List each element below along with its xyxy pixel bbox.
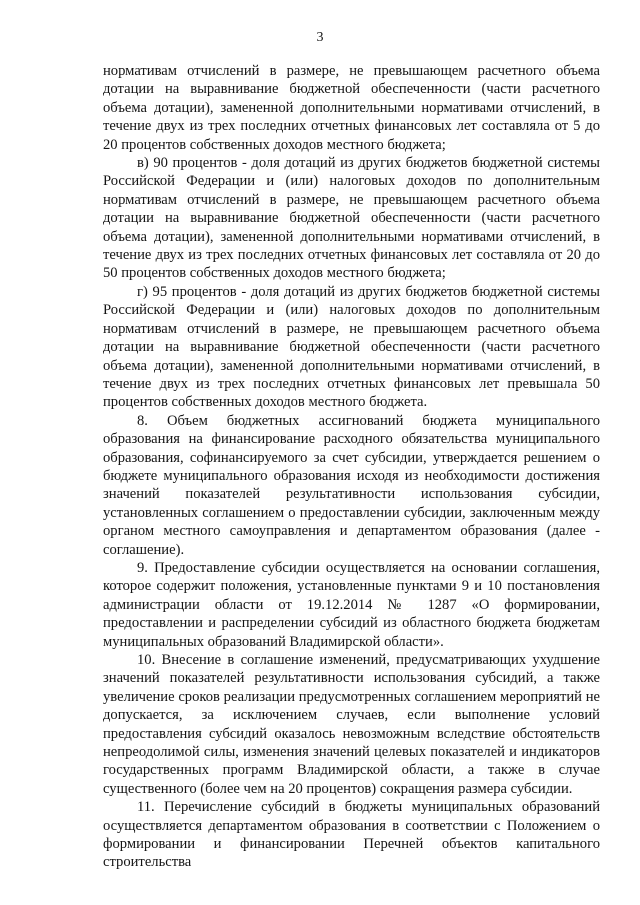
paragraph-clause-9: 9. Предоставление субсидии осуществляется на основании соглашения, которое содержит положения, установленные пунктами 9 и 10 постановления администрации области от 19.12.2014 № 1287 «О формировании, предоставлении и распределении субсидий из областного бюджета бюджетам муниципальных образований Владимирской области». — [103, 559, 600, 650]
paragraph-clause-11: 11. Перечисление субсидий в бюджеты муниципальных образований осуществляется департаментом образования в соответствии с Положением о формировании и финансировании Перечней объектов капитального строительства — [103, 799, 600, 871]
paragraph-continuation: нормативам отчислений в размере, не превышающем расчетного объема дотации на выравнивание бюджетной обеспеченности (части расчетного объема дотации), замененной дополнительными нормативами отчислений, в течение двух из трех последних отчетных финансовых лет составляла от 5 до 20 процентов собственных доходов местного бюджета; — [103, 63, 600, 153]
paragraph-clause-10: 10. Внесение в соглашение изменений, предусматривающих ухудшение значений показателей результативности использования субсидий, а также увеличение сроков реализации предусмотренных соглашением мероприятий не допускается, за исключением случаев, если выполнение условий предоставления субсидий оказалось невозможным вследствие обстоятельств непреодолимой силы, изменения значений целевых показателей и индикаторов государственных программ Владимирской области, а также в случае существенного (более чем на 20 процентов) сокращения размера субсидии. — [103, 652, 600, 797]
paragraph-item-g: г) 95 процентов - доля дотаций из других бюджетов бюджетной системы Российской Федерации и (или) налоговых доходов по дополнительным нормативам отчислений в размере, не превышающем расчетного объема дотации на выравнивание бюджетной обеспеченности (части расчетного объема дотации), замененной дополнительными нормативами отчислений, в течение двух из трех последних отчетных финансовых лет превышала 50 процентов собственных доходов местного бюджета. — [103, 283, 600, 411]
paragraph-clause-8: 8. Объем бюджетных ассигнований бюджета муниципального образования на финансирование расходного обязательства муниципального образования, софинансируемого за счет субсидии, утверждается решением о бюджете муниципального образования исходя из необходимости достижения значений показателей результативности использования субсидии, установленных соглашением о предоставлении субсидии, заключенным между органом местного самоуправления и департаментом образования (далее - соглашение). — [103, 412, 600, 558]
page-number: 3 — [316, 30, 324, 45]
document-body — [103, 62, 600, 871]
paragraph-item-v: в) 90 процентов - доля дотаций из других бюджетов бюджетной системы Российской Федерации и (или) налоговых доходов по дополнительным нормативам отчислений в размере, не превышающем расчетного объема дотации на выравнивание бюджетной обеспеченности (части расчетного объема дотации), замененной дополнительными нормативами отчислений, в течение двух из трех последних отчетных финансовых лет составляла от 20 до 50 процентов собственных доходов местного бюджета; — [103, 155, 600, 282]
